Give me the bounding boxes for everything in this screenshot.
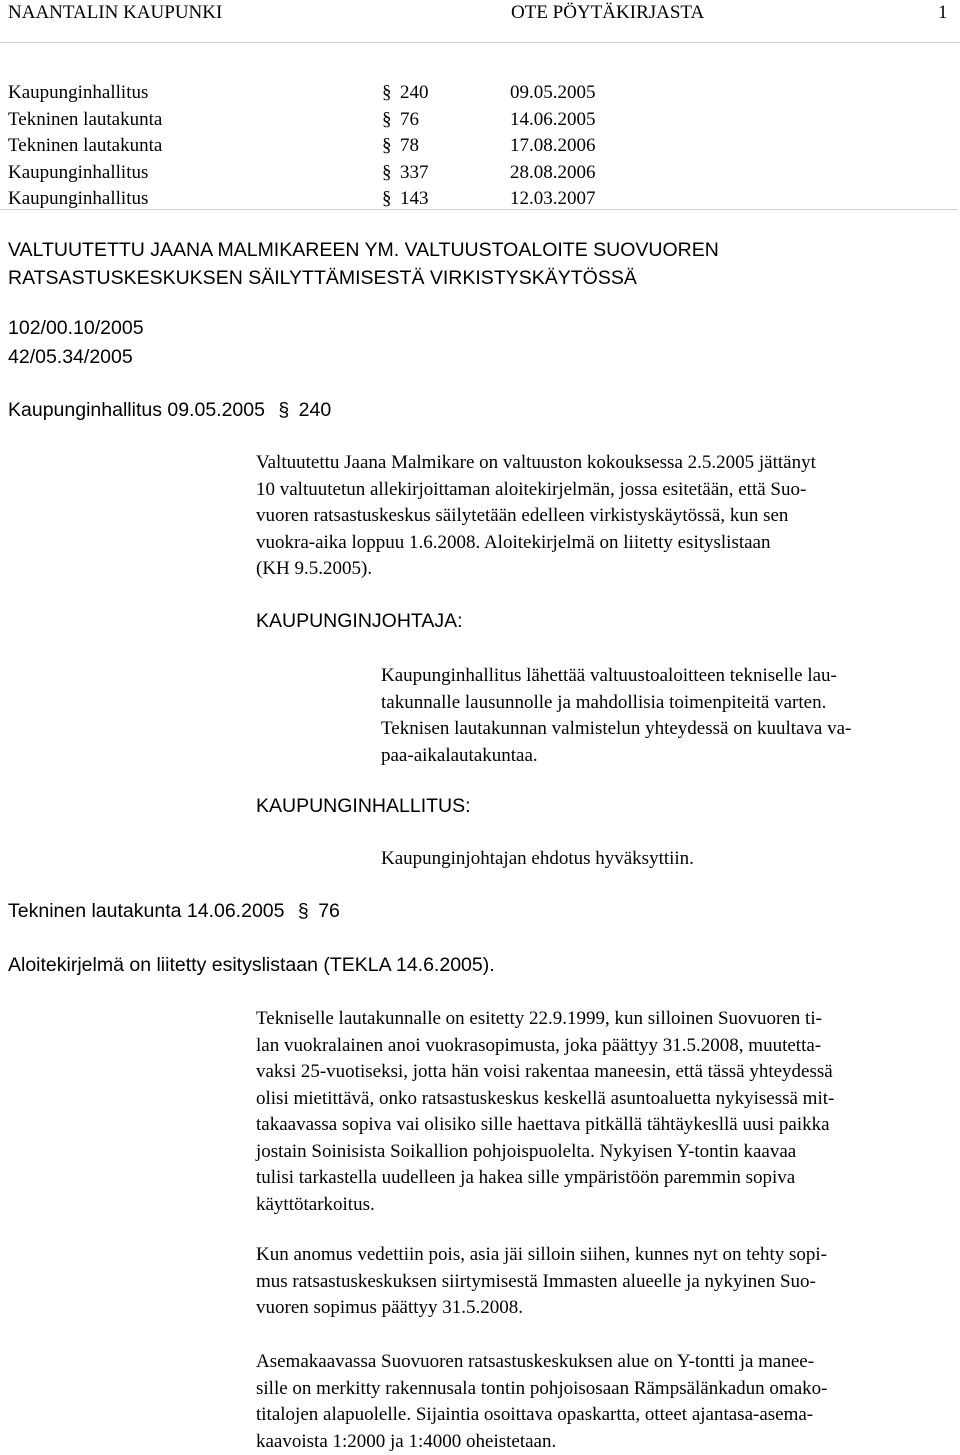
history-body: Tekninen lautakunta: [8, 133, 162, 159]
body-line: käyttötarkoitus.: [256, 1192, 938, 1219]
body-line: Kaupunginhallitus lähettää valtuustoaloitteen tekniselle lau-: [381, 663, 938, 690]
history-table: [8, 80, 958, 213]
section-number: 240: [299, 399, 332, 421]
history-body: Kaupunginhallitus: [8, 160, 148, 186]
paragraph: [256, 1006, 938, 1218]
history-row: [8, 133, 958, 160]
section-sign-icon: §: [382, 80, 392, 106]
history-number: 78: [400, 133, 419, 159]
history-row: [8, 160, 958, 187]
board-label: KAUPUNGINHALLITUS:: [256, 793, 471, 819]
paragraph: [256, 1349, 938, 1455]
body-line: paa-aikalautakuntaa.: [381, 743, 938, 770]
history-number: 240: [400, 80, 429, 106]
history-number: 337: [400, 160, 429, 186]
body-line: tulisi tarkastella uudelleen ja hakea sille ympäristöön paremmin sopiva: [256, 1165, 938, 1192]
paragraph: [256, 1242, 938, 1322]
mayor-proposal: [381, 663, 938, 769]
body-line: (KH 9.5.2005).: [256, 556, 938, 583]
history-date: 09.05.2005: [510, 80, 596, 106]
history-date: 12.03.2007: [510, 186, 596, 212]
body-line: jostain Soinisista Soikallion pohjoispuolelta. Nykyisen Y-tontin kaavaa: [256, 1139, 938, 1166]
mayor-label: KAUPUNGINJOHTAJA:: [256, 608, 463, 634]
section-heading: [8, 397, 331, 423]
section-heading-text: Tekninen lautakunta 14.06.2005: [8, 900, 284, 922]
body-line: titalojen alapuolelle. Sijaintia osoittava opaskartta, otteet ajantasa-asema-: [256, 1402, 938, 1429]
body-line: olisi mietittävä, onko ratsastuskeskus keskellä asuntoaluetta nykyisessä mit-: [256, 1086, 938, 1113]
history-number: 143: [400, 186, 429, 212]
history-body: Kaupunginhallitus: [8, 186, 148, 212]
document-type: OTE PÖYTÄKIRJASTA: [511, 2, 704, 24]
reference-number: 102/00.10/2005: [8, 314, 144, 343]
body-line: Asemakaavassa Suovuoren ratsastuskeskuksen alue on Y-tontti ja manee-: [256, 1349, 938, 1376]
history-number: 76: [400, 107, 419, 133]
body-line: vuokra-aika loppuu 1.6.2008. Aloitekirjelmä on liitetty esityslistaan: [256, 530, 938, 557]
body-line: kaavoista 1:2000 ja 1:4000 oheistetaan.: [256, 1429, 938, 1455]
history-body: Tekninen lautakunta: [8, 107, 162, 133]
section-sign-icon: §: [382, 186, 392, 212]
body-line: Tekniselle lautakunnalle on esitetty 22.9.1999, kun silloinen Suovuoren ti-: [256, 1006, 938, 1033]
section-sign-icon: §: [278, 399, 289, 421]
body-line: vuoren sopimus päättyy 31.5.2008.: [256, 1295, 938, 1322]
body-line: vaksi 25-vuotiseksi, jotta hän voisi rakentaa maneesin, että tässä yhteydessä: [256, 1059, 938, 1086]
reference-number: 42/05.34/2005: [8, 343, 133, 372]
header-divider: [0, 42, 960, 43]
history-divider: [0, 209, 958, 210]
body-line: 10 valtuutetun allekirjoittaman aloitekirjelmän, jossa esitetään, että Suo-: [256, 477, 938, 504]
body-line: sille on merkitty rakennusala tontin pohjoisosaan Rämpsälänkadun omako-: [256, 1376, 938, 1403]
document-title-line-1: VALTUUTETTU JAANA MALMIKAREEN YM. VALTUUSTOALOITE SUOVUOREN: [8, 236, 719, 265]
history-row: [8, 107, 958, 134]
section-number: 76: [318, 900, 340, 922]
body-line: takaavassa sopiva vai olisiko sille haettava pitkällä tähtäykesllä uusi paikka: [256, 1112, 938, 1139]
history-date: 17.08.2006: [510, 133, 596, 159]
section-sign-icon: §: [382, 160, 392, 186]
attachment-note: Aloitekirjelmä on liitetty esityslistaan (TEKLA 14.6.2005).: [8, 952, 495, 978]
history-body: Kaupunginhallitus: [8, 80, 148, 106]
page-number: 1: [938, 2, 948, 24]
history-date: 28.08.2006: [510, 160, 596, 186]
body-line: vuoren ratsastuskeskus säilytetään edelleen virkistyskäytössä, kun sen: [256, 503, 938, 530]
body-line: takunnalle lausunnolle ja mahdollisia toimenpiteitä varten.: [381, 690, 938, 717]
body-line: mus ratsastuskeskuksen siirtymisestä Immasten alueelle ja nykyinen Suo-: [256, 1269, 938, 1296]
section-sign-icon: §: [382, 107, 392, 133]
body-line: Valtuutettu Jaana Malmikare on valtuuston kokouksessa 2.5.2005 jättänyt: [256, 450, 938, 477]
section-sign-icon: §: [298, 900, 309, 922]
body-line: Teknisen lautakunnan valmistelun yhteydessä on kuultava va-: [381, 716, 938, 743]
history-row: [8, 80, 958, 107]
board-decision: Kaupunginjohtajan ehdotus hyväksyttiin.: [381, 846, 694, 873]
body-line: Kun anomus vedettiin pois, asia jäi silloin siihen, kunnes nyt on tehty sopi-: [256, 1242, 938, 1269]
section-sign-icon: §: [382, 133, 392, 159]
municipality-name: NAANTALIN KAUPUNKI: [8, 2, 222, 24]
body-line: lan vuokralainen anoi vuokrasopimusta, joka päättyy 31.5.2008, muutetta-: [256, 1033, 938, 1060]
section-body: [256, 450, 938, 583]
history-date: 14.06.2005: [510, 107, 596, 133]
section-heading: [8, 898, 340, 924]
section-heading-text: Kaupunginhallitus 09.05.2005: [8, 399, 265, 421]
document-title-line-2: RATSASTUSKESKUKSEN SÄILYTTÄMISESTÄ VIRKISTYSKÄYTÖSSÄ: [8, 264, 637, 293]
